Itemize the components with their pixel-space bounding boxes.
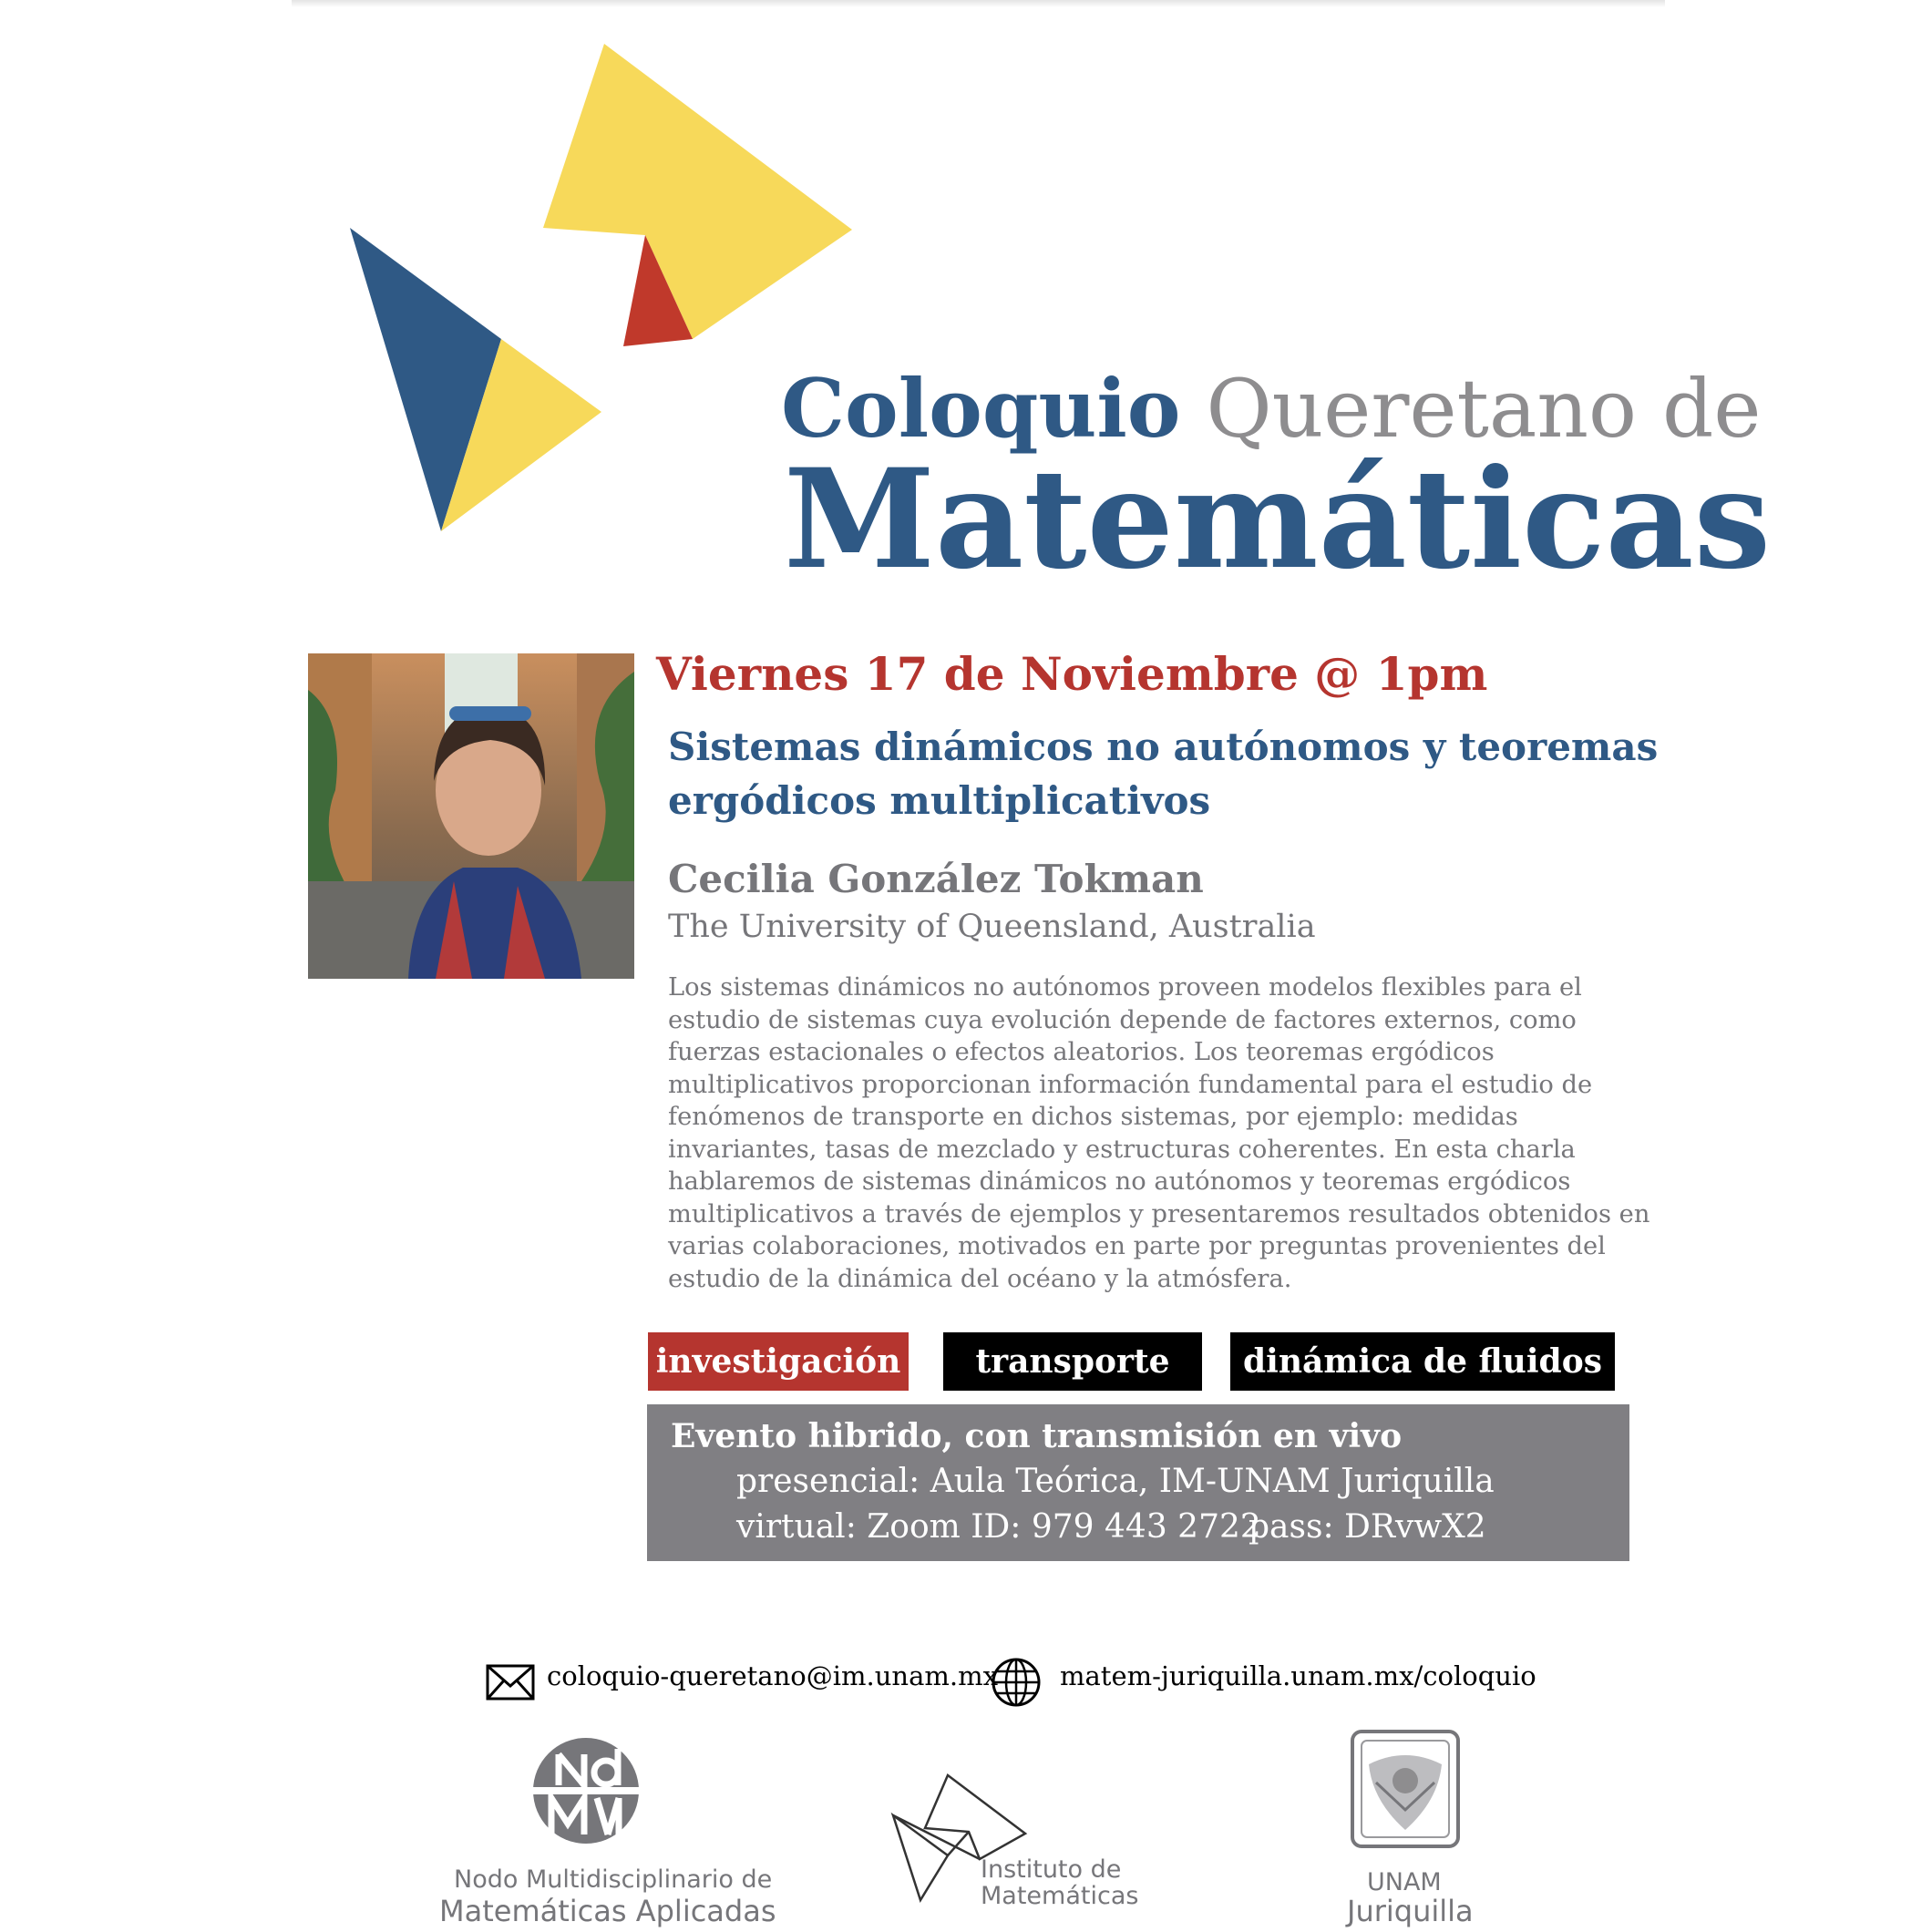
instituto-line2: Matemáticas [981, 1882, 1139, 1910]
tag-dinamica-de-fluidos: dinámica de fluidos [1230, 1332, 1615, 1391]
page-title-line2: Matemáticas [784, 439, 1772, 600]
nodo-line1: Nodo Multidisciplinario de [454, 1865, 773, 1894]
mail-icon [486, 1664, 535, 1701]
tag-transporte: transporte [943, 1332, 1202, 1391]
unam-line1: UNAM [1367, 1868, 1442, 1896]
nodo-logo-icon [531, 1736, 641, 1845]
zoom-password: pass: DRvwX2 [1249, 1508, 1486, 1546]
globe-icon [991, 1657, 1042, 1708]
title-word-queretano: Queretano de [1206, 362, 1762, 456]
event-date: Viernes 17 de Noviembre @ 1pm [656, 647, 1488, 701]
talk-title: Sistemas dinámicos no autónomos y teoremas ergódicos multiplicativos [668, 724, 1659, 823]
contact-website[interactable]: matem-juriquilla.unam.mx/coloquio [1060, 1660, 1536, 1691]
contact-email[interactable]: coloquio-queretano@im.unam.mx [547, 1660, 998, 1691]
unam-line2: Juriquilla [1347, 1894, 1474, 1928]
logo-yellow-large-triangle [543, 44, 852, 339]
in-person-location: presencial: Aula Teórica, IM-UNAM Juriquilla [736, 1463, 1495, 1500]
talk-abstract: Los sistemas dinámicos no autónomos proveen modelos flexibles para el estudio de sistemas cuya evolución depende de factores externos, como fuerzas estacionales o efectos aleatorios. Los teoremas ergódicos multiplicativos proporcionan información fundamental para el estudio de fenómenos de transporte en dichos sistemas, por ejemplo: medidas invariantes, tasas de mezclado y estructuras coherentes. En esta charla hablaremos de sistemas dinámicos no autónomos y teoremas ergódicos multiplicativos a través de ejemplos y presentaremos resultados obtenidos en varias colaboraciones, motivados en parte por preguntas provenientes del estudio de la dinámica del océano y la atmósfera. [668, 973, 1650, 1293]
tag-investigacion: investigación [648, 1332, 909, 1391]
speaker-name: Cecilia González Tokman [668, 857, 1204, 901]
instituto-line1: Instituto de [981, 1855, 1122, 1884]
title-word-coloquio: Coloquio [781, 361, 1181, 456]
unam-seal-icon [1349, 1728, 1462, 1850]
speaker-photo [308, 653, 634, 979]
event-format-title: Evento hibrido, con transmisión en vivo [671, 1417, 1403, 1455]
event-format-panel [647, 1404, 1629, 1561]
speaker-affiliation: The University of Queensland, Australia [668, 909, 1316, 945]
zoom-id: virtual: Zoom ID: 979 443 2722 [736, 1508, 1261, 1546]
nodo-line2: Matemáticas Aplicadas [439, 1894, 776, 1928]
